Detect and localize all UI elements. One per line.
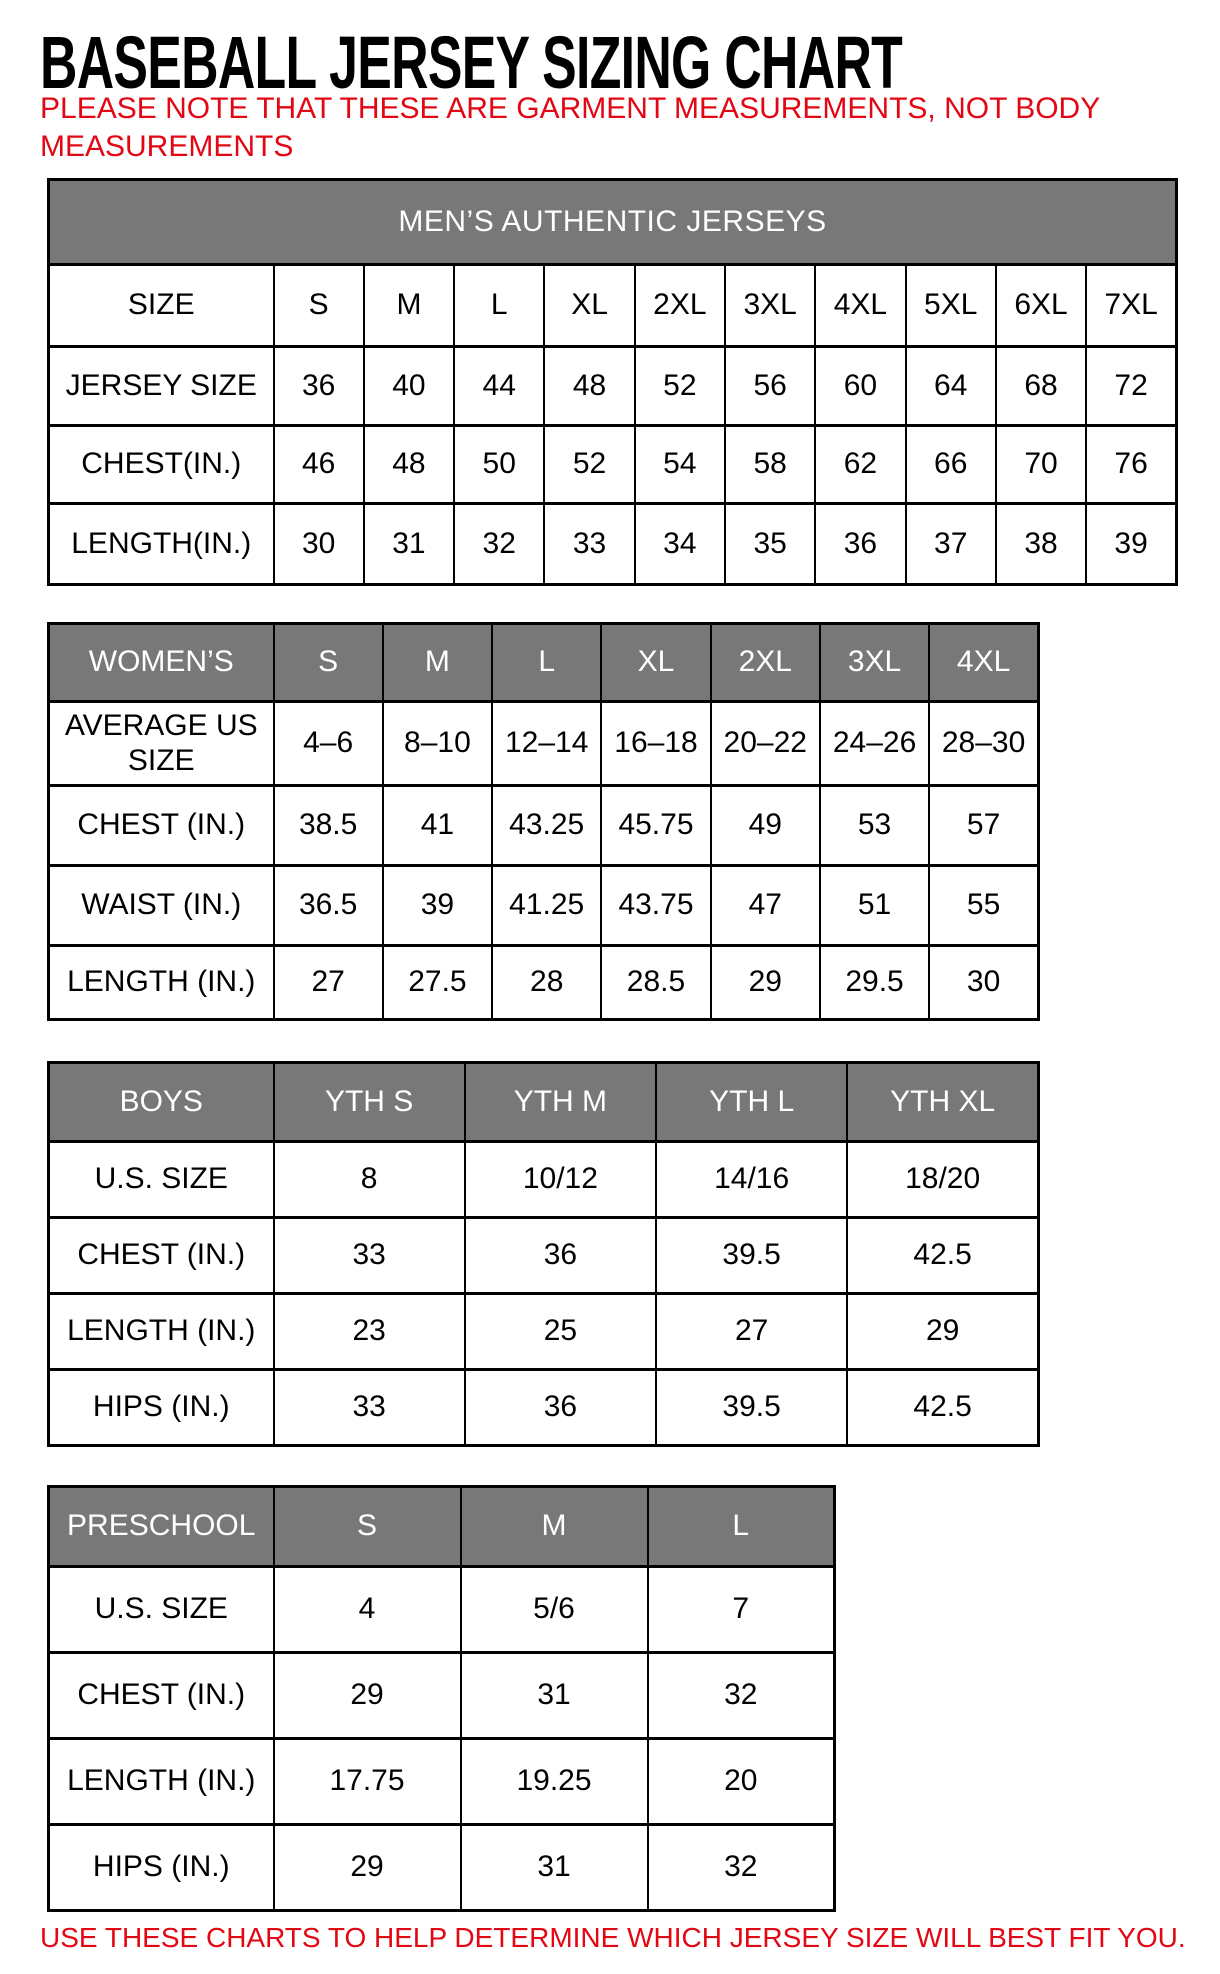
cell: 29: [274, 1825, 461, 1911]
row-label: LENGTH (IN.): [49, 1294, 274, 1370]
cell: 4: [274, 1567, 461, 1653]
boys-row: [49, 1370, 1039, 1446]
womens-column-header: 3XL: [820, 624, 929, 702]
womens-row: [49, 702, 1039, 786]
cell: 50: [454, 426, 544, 504]
cell: 39.5: [656, 1370, 847, 1446]
boys-column-header: YTH M: [465, 1063, 656, 1142]
cell: 23: [274, 1294, 465, 1370]
boys-header-row: [49, 1063, 1039, 1142]
garment-measurement-note: PLEASE NOTE THAT THESE ARE GARMENT MEASUREMENTS, NOT BODY MEASUREMENTS: [40, 92, 1100, 164]
womens-row: [49, 946, 1039, 1020]
row-label: LENGTH (IN.): [49, 946, 274, 1020]
cell: 30: [929, 946, 1038, 1020]
boys-column-header: YTH XL: [847, 1063, 1038, 1142]
cell: 14/16: [656, 1142, 847, 1218]
cell: 44: [454, 347, 544, 426]
cell: 31: [461, 1825, 648, 1911]
cell: 20: [648, 1739, 835, 1825]
cell: 64: [906, 347, 996, 426]
page-title-wrap: [40, 0, 1220, 104]
cell: 27: [274, 946, 383, 1020]
cell: 76: [1086, 426, 1176, 504]
row-label: LENGTH(IN.): [49, 504, 274, 585]
cell: 66: [906, 426, 996, 504]
row-label: U.S. SIZE: [49, 1567, 274, 1653]
cell: 27: [656, 1294, 847, 1370]
cell: 43.25: [492, 786, 601, 866]
cell: 41.25: [492, 866, 601, 946]
cell: 62: [815, 426, 905, 504]
cell: 27.5: [383, 946, 492, 1020]
cell: 24–26: [820, 702, 929, 786]
cell: 36.5: [274, 866, 383, 946]
cell: 45.75: [601, 786, 710, 866]
mens-row: [49, 504, 1177, 585]
cell: 52: [544, 426, 634, 504]
mens-banner-row: [49, 180, 1177, 265]
cell: M: [364, 265, 454, 347]
row-label: AVERAGE US SIZE: [49, 702, 274, 786]
cell: 47: [711, 866, 820, 946]
mens-banner: MEN’S AUTHENTIC JERSEYS: [49, 180, 1177, 265]
preschool-column-header: S: [274, 1487, 461, 1567]
cell: 32: [648, 1653, 835, 1739]
cell: 3XL: [725, 265, 815, 347]
womens-column-header: M: [383, 624, 492, 702]
cell: 68: [996, 347, 1086, 426]
cell: 8: [274, 1142, 465, 1218]
cell: 32: [648, 1825, 835, 1911]
cell: 54: [635, 426, 725, 504]
cell: 48: [364, 426, 454, 504]
cell: 25: [465, 1294, 656, 1370]
cell: 29.5: [820, 946, 929, 1020]
cell: 8–10: [383, 702, 492, 786]
cell: 32: [454, 504, 544, 585]
preschool-row: [49, 1739, 835, 1825]
boys-column-header: YTH S: [274, 1063, 465, 1142]
cell: 72: [1086, 347, 1176, 426]
cell: 31: [364, 504, 454, 585]
boys-header-label: BOYS: [49, 1063, 274, 1142]
boys-column-header: YTH L: [656, 1063, 847, 1142]
cell: 43.75: [601, 866, 710, 946]
womens-jerseys-table: [47, 622, 1040, 1021]
cell: 36: [465, 1370, 656, 1446]
womens-header-row: [49, 624, 1039, 702]
cell: 51: [820, 866, 929, 946]
cell: 16–18: [601, 702, 710, 786]
preschool-row: [49, 1653, 835, 1739]
womens-column-header: 4XL: [929, 624, 1038, 702]
preschool-header-row: [49, 1487, 835, 1567]
cell: 52: [635, 347, 725, 426]
cell: 34: [635, 504, 725, 585]
cell: S: [274, 265, 364, 347]
cell: 17.75: [274, 1739, 461, 1825]
womens-row: [49, 866, 1039, 946]
row-label: CHEST (IN.): [49, 1653, 274, 1739]
cell: 7: [648, 1567, 835, 1653]
cell: 39: [383, 866, 492, 946]
cell: 28: [492, 946, 601, 1020]
cell: 29: [274, 1653, 461, 1739]
cell: 36: [465, 1218, 656, 1294]
row-label: HIPS (IN.): [49, 1370, 274, 1446]
preschool-column-header: M: [461, 1487, 648, 1567]
cell: 60: [815, 347, 905, 426]
mens-row: [49, 426, 1177, 504]
cell: 29: [711, 946, 820, 1020]
boys-row: [49, 1218, 1039, 1294]
preschool-row: [49, 1567, 835, 1653]
cell: XL: [544, 265, 634, 347]
cell: 39: [1086, 504, 1176, 585]
cell: 20–22: [711, 702, 820, 786]
cell: 42.5: [847, 1370, 1038, 1446]
mens-row: [49, 265, 1177, 347]
cell: 39.5: [656, 1218, 847, 1294]
cell: 28.5: [601, 946, 710, 1020]
row-label: SIZE: [49, 265, 274, 347]
cell: 30: [274, 504, 364, 585]
row-label: HIPS (IN.): [49, 1825, 274, 1911]
cell: 41: [383, 786, 492, 866]
cell: 40: [364, 347, 454, 426]
cell: 18/20: [847, 1142, 1038, 1218]
boys-row: [49, 1294, 1039, 1370]
cell: 33: [274, 1218, 465, 1294]
row-label: CHEST (IN.): [49, 786, 274, 866]
cell: L: [454, 265, 544, 347]
cell: 53: [820, 786, 929, 866]
preschool-header-label: PRESCHOOL: [49, 1487, 274, 1567]
preschool-jerseys-table: [47, 1485, 836, 1912]
cell: 33: [544, 504, 634, 585]
cell: 48: [544, 347, 634, 426]
cell: 10/12: [465, 1142, 656, 1218]
row-label: WAIST (IN.): [49, 866, 274, 946]
cell: 19.25: [461, 1739, 648, 1825]
womens-column-header: 2XL: [711, 624, 820, 702]
mens-jerseys-table: [47, 178, 1178, 586]
row-label: CHEST(IN.): [49, 426, 274, 504]
row-label: JERSEY SIZE: [49, 347, 274, 426]
cell: 57: [929, 786, 1038, 866]
cell: 55: [929, 866, 1038, 946]
cell: 5/6: [461, 1567, 648, 1653]
cell: 33: [274, 1370, 465, 1446]
row-label: CHEST (IN.): [49, 1218, 274, 1294]
fit-advice-footer: USE THESE CHARTS TO HELP DETERMINE WHICH JERSEY SIZE WILL BEST FIT YOU.: [40, 1922, 1186, 1954]
cell: 36: [274, 347, 364, 426]
cell: 6XL: [996, 265, 1086, 347]
cell: 38: [996, 504, 1086, 585]
womens-header-label: WOMEN’S: [49, 624, 274, 702]
cell: 7XL: [1086, 265, 1176, 347]
cell: 4–6: [274, 702, 383, 786]
preschool-column-header: L: [648, 1487, 835, 1567]
cell: 70: [996, 426, 1086, 504]
cell: 5XL: [906, 265, 996, 347]
row-label: LENGTH (IN.): [49, 1739, 274, 1825]
womens-row: [49, 786, 1039, 866]
cell: 2XL: [635, 265, 725, 347]
womens-column-header: L: [492, 624, 601, 702]
womens-column-header: S: [274, 624, 383, 702]
preschool-row: [49, 1825, 835, 1911]
cell: 37: [906, 504, 996, 585]
cell: 58: [725, 426, 815, 504]
cell: 28–30: [929, 702, 1038, 786]
cell: 12–14: [492, 702, 601, 786]
womens-column-header: XL: [601, 624, 710, 702]
boys-jerseys-table: [47, 1061, 1040, 1447]
cell: 56: [725, 347, 815, 426]
boys-row: [49, 1142, 1039, 1218]
cell: 4XL: [815, 265, 905, 347]
mens-row: [49, 347, 1177, 426]
cell: 42.5: [847, 1218, 1038, 1294]
cell: 38.5: [274, 786, 383, 866]
cell: 29: [847, 1294, 1038, 1370]
cell: 46: [274, 426, 364, 504]
cell: 49: [711, 786, 820, 866]
row-label: U.S. SIZE: [49, 1142, 274, 1218]
cell: 35: [725, 504, 815, 585]
cell: 31: [461, 1653, 648, 1739]
page-title: BASEBALL JERSEY SIZING CHART: [40, 21, 903, 104]
cell: 36: [815, 504, 905, 585]
